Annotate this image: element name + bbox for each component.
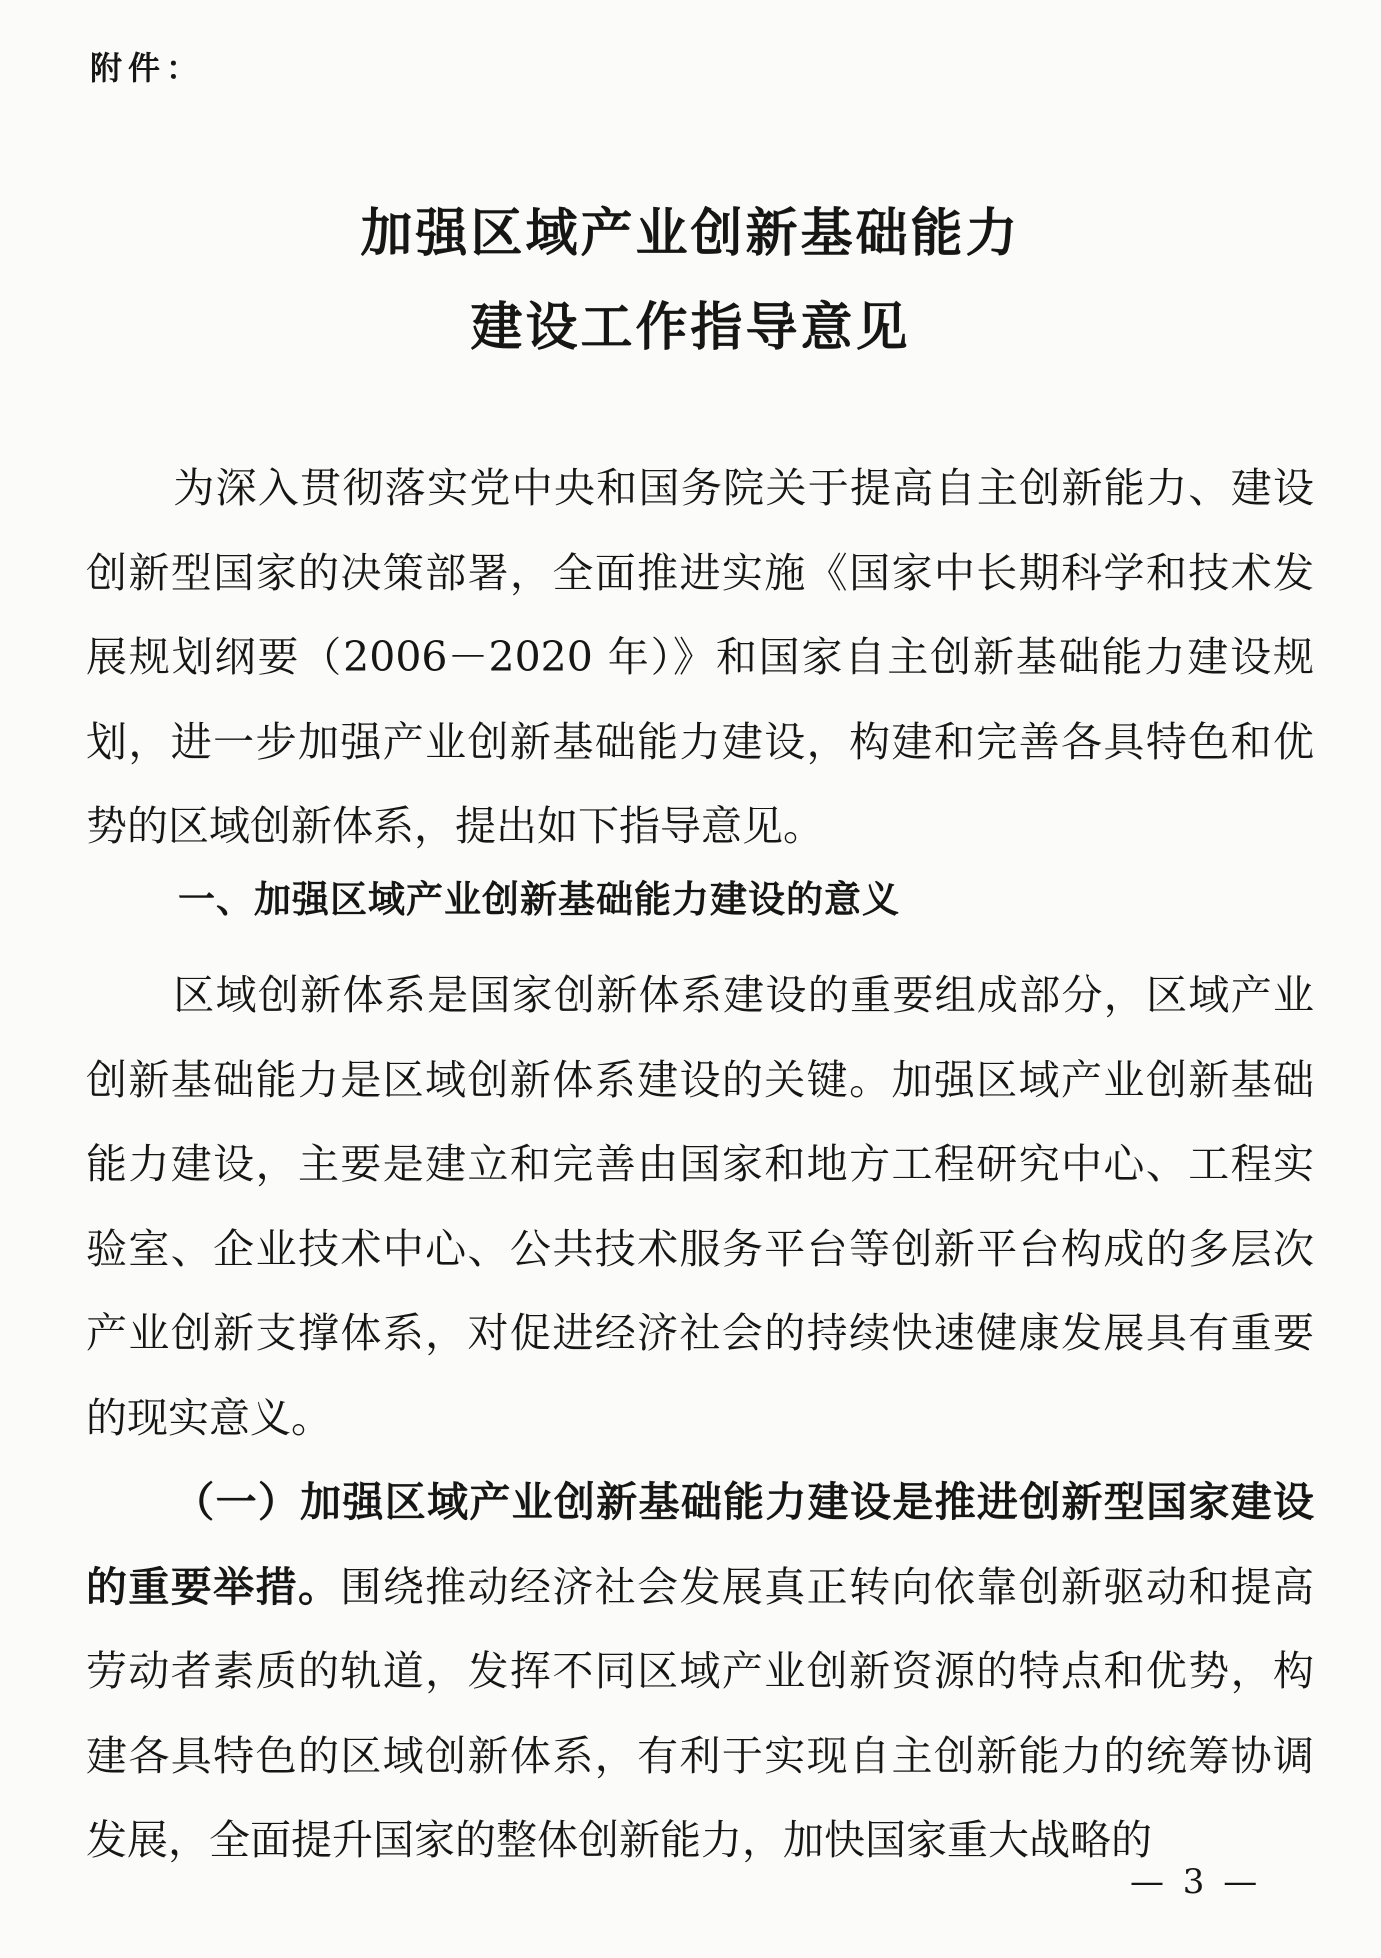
section-1-paragraph-text: 区域创新体系是国家创新体系建设的重要组成部分，区域产业创新基础能力是区域创新体系建设的关键。加强区域产业创新基础能力建设，主要是建立和完善由国家和地方工程研究中心、工程实验室、企业技术中心、公共技术服务平台等创新平台构成的多层次产业创新支撑体系，对促进经济社会的持续快速健康发展具有重要的现实意义。 [86, 971, 1314, 1442]
intro-paragraph [86, 446, 1314, 869]
intro-paragraph-text: 为深入贯彻落实党中央和国务院关于提高自主创新能力、建设创新型国家的决策部署，全面推进实施《国家中长期科学和技术发展规划纲要（2006－2020 年）》和国家自主创新基础能力建设规划，进一步加强产业创新基础能力建设，构建和完善各具特色和优势的区域创新体系，提出如下指导意见。 [86, 464, 1314, 850]
subsection-1-paragraph [86, 1460, 1314, 1883]
attachment-label: 附件： [90, 49, 205, 87]
document-title-line-1: 加强区域产业创新基础能力 [360, 204, 1021, 264]
page-number: — 3 — [1130, 1862, 1262, 1902]
section-1-heading: 一、加强区域产业创新基础能力建设的意义 [178, 878, 900, 921]
subsection-1-heading: （一）加强区域产业创新基础能力建设是推进创新型国家建设的重要举措。 [86, 1478, 1314, 1611]
document-title-line-2: 建设工作指导意见 [470, 298, 911, 358]
subsection-1-text: 围绕推动经济社会发展真正转向依靠创新驱动和提高劳动者素质的轨道，发挥不同区域产业创新资源的特点和优势，构建各具特色的区域创新体系，有利于实现自主创新能力的统筹协调发展，全面提升国家的整体创新能力，加快国家重大战略的 [86, 1562, 1314, 1864]
section-1-paragraph [86, 953, 1314, 1460]
